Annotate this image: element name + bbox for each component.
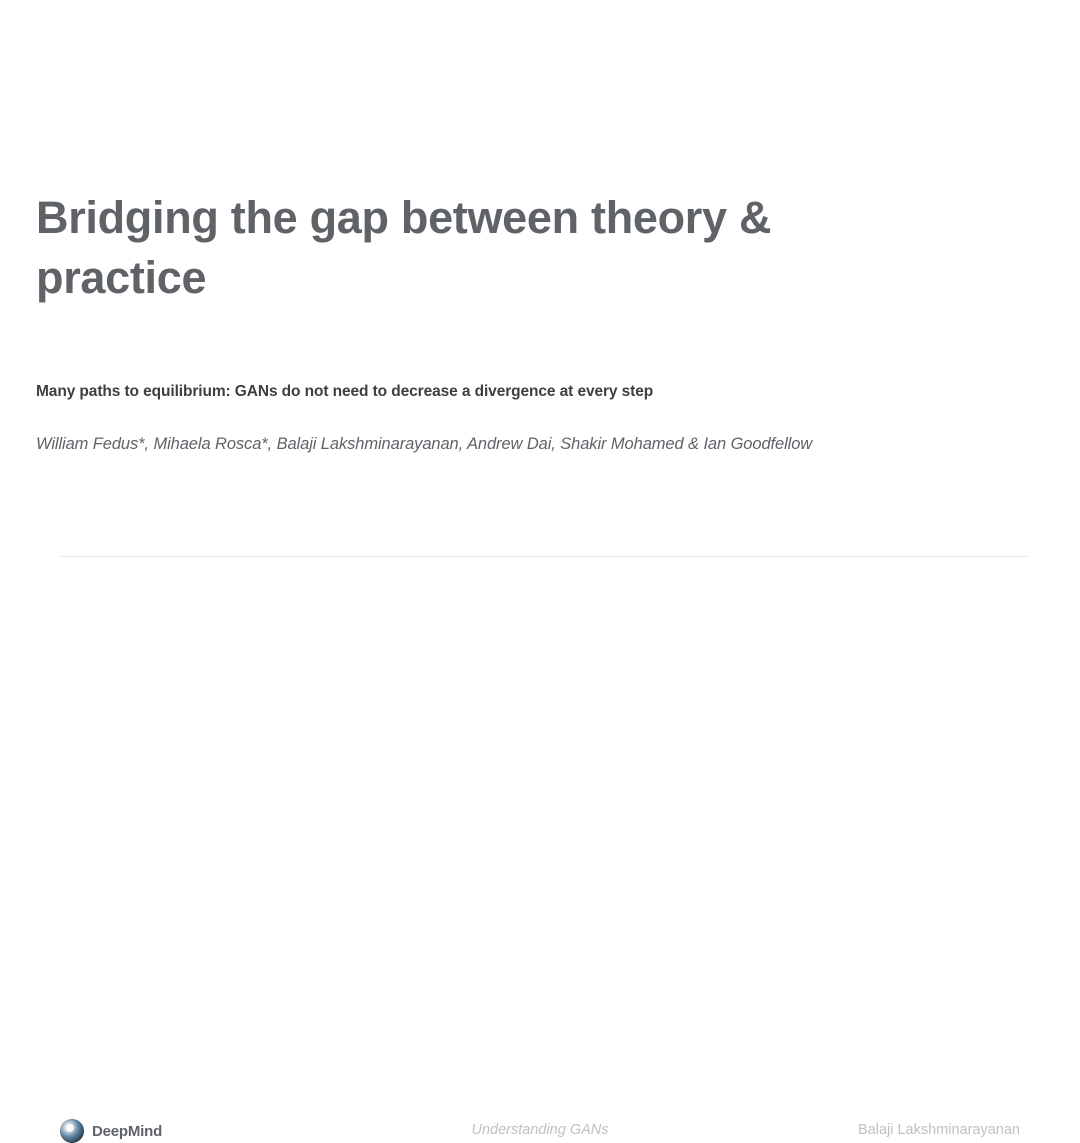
slide-title: Bridging the gap between theory & practice	[36, 192, 772, 303]
paper-title: Many paths to equilibrium: GANs do not need to decrease a divergence at every step	[36, 383, 654, 400]
footer-presenter-name: Balaji Lakshminarayanan	[857, 1122, 1020, 1138]
deepmind-logo-label: DeepMind	[92, 1122, 163, 1140]
footer-deck-title: Understanding GANs	[471, 1122, 609, 1138]
slide-footer	[0, 556, 1080, 1140]
paper-authors: William Fedus*, Mihaela Rosca*, Balaji Lakshminarayanan, Andrew Dai, Shakir Mohamed & Ian Goodfellow	[36, 435, 813, 453]
